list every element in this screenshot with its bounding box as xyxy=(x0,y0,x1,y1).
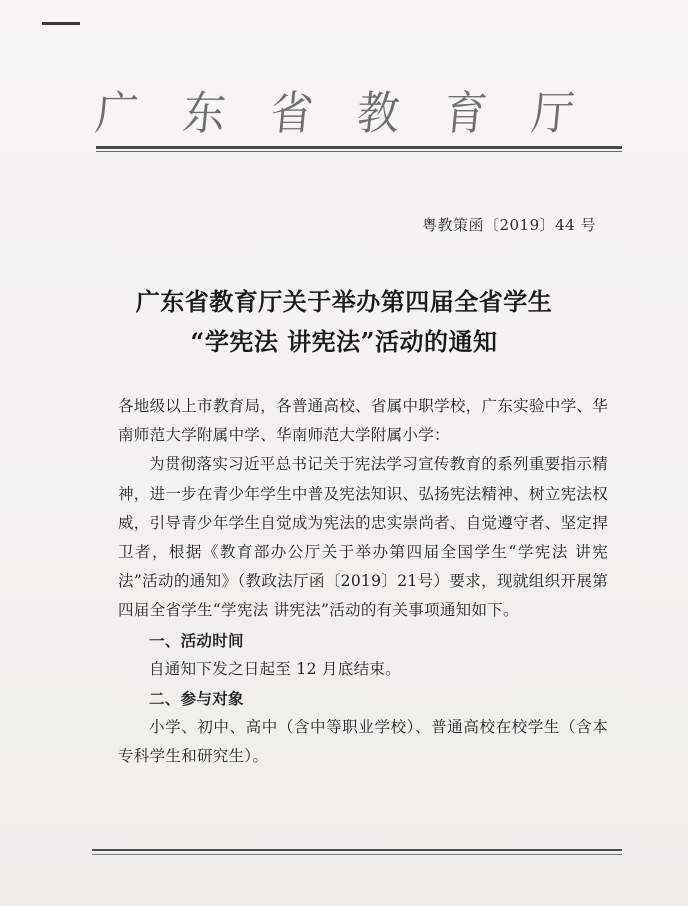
document-title-line2: “学宪法 讲宪法”活动的通知 xyxy=(190,327,498,356)
salutation: 各地级以上市教育局，各普通高校、省属中职学校，广东实验中学、华南师范大学附属中学、华南师范大学附属小学： xyxy=(118,397,608,445)
letterhead-char: 育 xyxy=(441,86,490,140)
intro-paragraph: 为贯彻落实习近平总书记关于宪法学习宣传教育的系列重要指示精神，进一步在青少年学生中普及宪法知识、弘扬宪法精神、树立宪法权威，引导青少年学生自觉成为宪法的忠实崇尚者、自觉遵守者、坚定捍卫者，根据《教育部办公厅关于举办第四届全国学生“学宪法 讲宪法”活动的通知》（教政法厅函〔2019〕21号）要求，现就组织开展第四届全省学生“学宪法 讲宪法”活动的有关事项通知如下。 xyxy=(118,455,608,620)
letterhead-char: 厅 xyxy=(529,86,577,140)
document-number: 粤教策函〔2019〕44 号 xyxy=(421,216,596,234)
letterhead-char: 东 xyxy=(180,86,228,140)
section-heading-participants: 二、参与对象 xyxy=(149,689,244,709)
letterhead-char: 教 xyxy=(354,86,403,140)
letterhead-char: 广 xyxy=(93,86,141,140)
document-body xyxy=(118,392,608,772)
letterhead-char: 省 xyxy=(267,86,316,140)
document-title-line1: 广东省教育厅关于举办第四届全省学生 xyxy=(135,287,553,316)
letterhead xyxy=(93,80,577,140)
section-heading-time: 一、活动时间 xyxy=(149,630,244,650)
corner-mark xyxy=(42,22,80,25)
letterhead-rule xyxy=(96,146,622,149)
letterhead-rule-thin xyxy=(96,151,622,152)
footer-rule-thin xyxy=(92,854,622,855)
section-text-participants: 小学、初中、高中（含中等职业学校）、普通高校在校学生（含本专科学生和研究生）。 xyxy=(118,718,608,766)
footer-rule xyxy=(92,849,622,851)
section-text-time: 自通知下发之日起至 12 月底结束。 xyxy=(149,659,401,678)
